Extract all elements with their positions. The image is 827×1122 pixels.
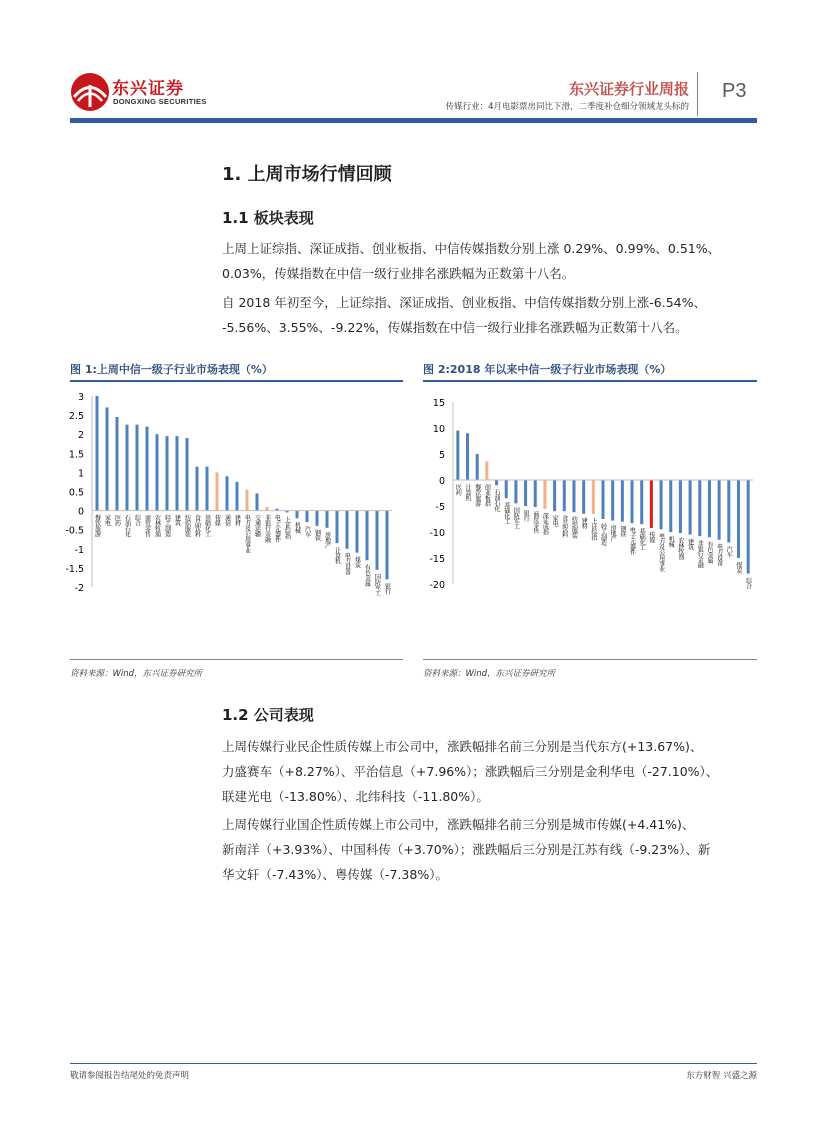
chart-bar (246, 490, 249, 511)
category-label: 电子元器件 (628, 527, 636, 555)
y-tick-label: -0.5 (65, 525, 84, 537)
category-label: 传媒 (213, 514, 221, 526)
chart-bar (106, 407, 109, 510)
company-paragraph-1 (222, 734, 762, 809)
chart-bar (514, 480, 517, 503)
company-logo-mark (70, 72, 110, 112)
figure-1-top-rule (70, 380, 403, 382)
chart-bar (592, 480, 595, 514)
category-label: 餐饮旅游 (473, 484, 481, 506)
figure-2-chart (423, 384, 757, 656)
category-label: 银行 (522, 510, 530, 521)
chart-bar (156, 434, 159, 510)
paragraph-line: -5.56%、3.55%、-9.22%，传媒指数在中信一级行业排名涨跌幅为正数第十八名。 (222, 320, 688, 335)
category-label: 计算机 (464, 484, 472, 501)
chart-bar (563, 480, 566, 511)
y-tick-label: -20 (429, 580, 445, 591)
report-series-title: 东兴证券行业周报 (568, 80, 689, 98)
paragraph-line: 联建光电（-13.80%）、北纬科技（-11.80%）。 (222, 789, 489, 804)
chart-bar (582, 480, 585, 514)
y-tick-label: 3 (77, 392, 84, 403)
category-label: 家电 (551, 515, 559, 527)
company-logo (70, 72, 210, 112)
y-tick-label: 1 (77, 468, 84, 480)
category-label: 商贸零售 (143, 514, 151, 537)
chart-bar (466, 433, 469, 480)
y-tick-label: 15 (432, 398, 445, 409)
category-label: 有色金属 (363, 564, 371, 587)
category-label: 石油石化 (123, 514, 131, 537)
figure-2-source: 资料来源：Wind，东兴证券研究所 (423, 669, 556, 679)
category-label: 机械 (667, 536, 675, 547)
chart-bar (476, 454, 479, 480)
category-label: 国防军工 (373, 573, 381, 596)
chart-bar (747, 480, 750, 574)
chart-bar (631, 480, 634, 523)
category-label: 纺织服装 (183, 514, 191, 537)
category-label: 通信 (223, 514, 231, 526)
category-label: 电力及公用事业 (657, 533, 665, 572)
chart-bar (485, 462, 488, 480)
chart-bar (553, 480, 556, 511)
chart-bar (186, 438, 189, 511)
chart-bar (689, 480, 692, 535)
report-subtitle: 传媒行业：4月电影票房同比下滑，二季度补仓细分领域龙头标的 (445, 102, 689, 112)
chart-bar (96, 396, 99, 511)
category-label: 医药 (113, 514, 121, 526)
subsection-title-sector: 1.1 板块表现 (222, 209, 314, 227)
paragraph-line: 力盛赛车（+8.27%）、平治信息（+7.96%）；涨跌幅后三分别是金利华电（-27.10%）、 (222, 764, 719, 779)
category-label: 创业板指 (483, 484, 491, 506)
chart-bar (524, 480, 527, 506)
section-title: 1. 上周市场行情回顾 (222, 164, 392, 185)
chart-bar (376, 511, 379, 570)
y-tick-label: 2.5 (68, 411, 84, 423)
category-label: 机械 (293, 522, 301, 534)
chart-bar (116, 417, 119, 511)
category-label: 电子元器件 (273, 514, 281, 543)
chart-bar (176, 436, 179, 510)
category-label: 钢铁 (618, 525, 626, 537)
category-label: 房地产 (609, 524, 617, 542)
category-label: 汽车 (725, 546, 733, 558)
chart-bar (206, 467, 209, 511)
chart-bar (718, 480, 721, 540)
category-label: 国防军工 (512, 507, 520, 530)
chart-bar (136, 425, 139, 511)
category-label: 农林牧渔 (153, 514, 161, 537)
page-number: P3 (722, 80, 747, 102)
category-label: 非银行金融 (696, 540, 704, 568)
category-label: 交通运输 (253, 514, 261, 537)
category-label: 非银行金融 (263, 514, 271, 543)
category-label: 计算机 (333, 547, 341, 564)
paragraph-line: 新南洋（+3.93%）、中国科传（+3.70%）；涨跌幅后三分别是江苏有线（-9.23%）、新 (222, 842, 711, 857)
category-label: 传媒 (647, 531, 655, 543)
chart-bar (196, 467, 199, 511)
subsection-title-company: 1.2 公司表现 (222, 706, 314, 724)
chart-bar (650, 480, 653, 528)
paragraph-line: 自 2018 年初至今，上证综指、深证成指、创业板指、中信传媒指数分别上涨-6.54%、 (222, 295, 706, 310)
figure-1-chart (65, 384, 403, 656)
y-tick-label: 1.5 (68, 449, 84, 461)
chart-bar (708, 480, 711, 537)
chart-bar (640, 480, 643, 524)
category-label: 轻工制造 (163, 514, 171, 537)
y-tick-label: -5 (435, 502, 445, 513)
category-label: 上证综指 (283, 516, 291, 539)
logo-name-en: DONGXING SECURITIES (113, 97, 207, 106)
chart-bar (326, 511, 329, 528)
chart-bar (386, 511, 389, 580)
chart-bar (336, 511, 339, 543)
y-tick-label: 0 (438, 476, 445, 487)
sector-paragraph-2 (222, 290, 762, 340)
chart-bar (669, 480, 672, 532)
chart-bar (216, 472, 219, 510)
y-tick-label: -10 (429, 528, 445, 539)
chart-bar (296, 511, 299, 519)
chart-bar (146, 427, 149, 511)
figure-1-source: 资料来源：Wind，东兴证券研究所 (70, 669, 203, 679)
category-label: 商贸零售 (531, 511, 539, 534)
figure-2-caption: 图 2:2018 年以来中信一级子行业市场表现（%） (423, 363, 672, 376)
category-label: 餐饮旅游 (93, 514, 101, 537)
category-label: 电力设备 (715, 543, 723, 566)
category-label: 电力及公用事业 (243, 514, 251, 554)
y-tick-label: 0.5 (68, 487, 84, 499)
y-tick-label: 2 (77, 430, 84, 442)
category-label: 综合 (744, 577, 752, 589)
chart-bar (356, 511, 359, 553)
y-tick-label: -2 (74, 583, 84, 594)
chart-bar (256, 493, 259, 510)
category-label: 医药 (454, 484, 462, 495)
category-label: 石油石化 (493, 489, 501, 512)
footer-disclaimer: 敬请参阅报告结尾处的免责声明 (70, 1071, 190, 1081)
category-label: 纺织服装 (570, 516, 578, 539)
chart-bar (679, 480, 682, 533)
paragraph-line: 上周传媒行业国企性质传媒上市公司中，涨跌幅排名前三分别是城市传媒(+4.41%)、 (222, 817, 695, 832)
category-label: 钢铁 (313, 529, 321, 541)
chart-bar (366, 511, 369, 561)
footer-slogan: 东方财智 兴盛之源 (686, 1071, 757, 1081)
chart-bar (572, 480, 575, 512)
chart-bar (660, 480, 663, 529)
chart-bar (737, 480, 740, 558)
y-tick-label: 10 (432, 424, 445, 435)
paragraph-line: 华文轩（-7.43%）、粤传媒（-7.38%）。 (222, 867, 448, 882)
category-label: 建筑 (173, 514, 181, 526)
category-label: 轻工制造 (599, 523, 607, 545)
chart-bar (316, 511, 319, 526)
category-label: 农林牧渔 (676, 537, 684, 560)
category-label: 建材 (580, 517, 588, 529)
logo-name-cn: 东兴证券 (112, 79, 184, 99)
category-label: 基础化工 (638, 528, 646, 551)
chart-bar (166, 436, 169, 510)
category-label: 建筑 (686, 538, 694, 550)
category-label: 上证综指 (589, 518, 597, 541)
chart-bar (698, 480, 701, 536)
figure-2-top-rule (423, 380, 757, 382)
category-label: 房地产 (323, 531, 331, 549)
chart-bar (226, 476, 229, 510)
chart-bar (126, 425, 129, 511)
figure-1-source-rule (70, 659, 403, 660)
paragraph-line: 上周上证综指、深证成指、创业板指、中信传媒指数分别上涨 0.29%、0.99%、0.51%、 (222, 241, 721, 256)
category-label: 银行 (383, 583, 391, 595)
category-label: 深证成指 (541, 512, 549, 535)
y-tick-label: 0 (77, 506, 84, 518)
chart-bar (456, 431, 459, 480)
category-label: 汽车 (303, 526, 311, 538)
y-tick-label: -15 (429, 554, 445, 565)
category-label: 食品饮料 (560, 515, 568, 538)
category-label: 建材 (233, 514, 241, 526)
chart-bar (495, 480, 498, 485)
y-tick-label: 5 (438, 450, 445, 461)
chart-bar (534, 480, 537, 507)
chart-bar (505, 480, 508, 498)
category-label: 基础化工 (203, 514, 211, 537)
chart-bar (621, 480, 624, 522)
footer-rule (70, 1063, 757, 1064)
chart-bar (543, 480, 546, 509)
chart-bar (727, 480, 730, 542)
sector-paragraph-1 (222, 236, 762, 286)
chart-bar (236, 482, 239, 511)
category-label: 家电 (103, 514, 111, 526)
chart-bar (602, 480, 605, 519)
header-rule (70, 118, 757, 123)
y-tick-label: -1 (74, 544, 84, 556)
chart-bar (266, 507, 269, 511)
category-label: 基础化工 (502, 502, 510, 525)
category-label: 食品饮料 (193, 514, 201, 537)
category-label: 综合 (133, 514, 141, 526)
category-label: 煤炭 (353, 556, 361, 568)
figure-1-caption: 图 1:上周中信一级子行业市场表现（%） (70, 363, 273, 376)
chart-bar (611, 480, 614, 521)
category-label: 有色金属 (705, 541, 713, 564)
figure-2-source-rule (423, 659, 757, 660)
category-label: 煤炭 (734, 562, 742, 573)
header-divider (697, 72, 698, 116)
category-label: 电力设备 (343, 552, 351, 575)
y-tick-label: -1.5 (65, 563, 84, 575)
chart-bar (306, 511, 309, 522)
company-paragraph-2 (222, 812, 762, 887)
paragraph-line: 0.03%，传媒指数在中信一级行业排名涨跌幅为正数第十八名。 (222, 266, 575, 281)
paragraph-line: 上周传媒行业民企性质传媒上市公司中，涨跌幅排名前三分别是当代东方(+13.67%)、 (222, 739, 703, 754)
chart-bar (346, 511, 349, 549)
